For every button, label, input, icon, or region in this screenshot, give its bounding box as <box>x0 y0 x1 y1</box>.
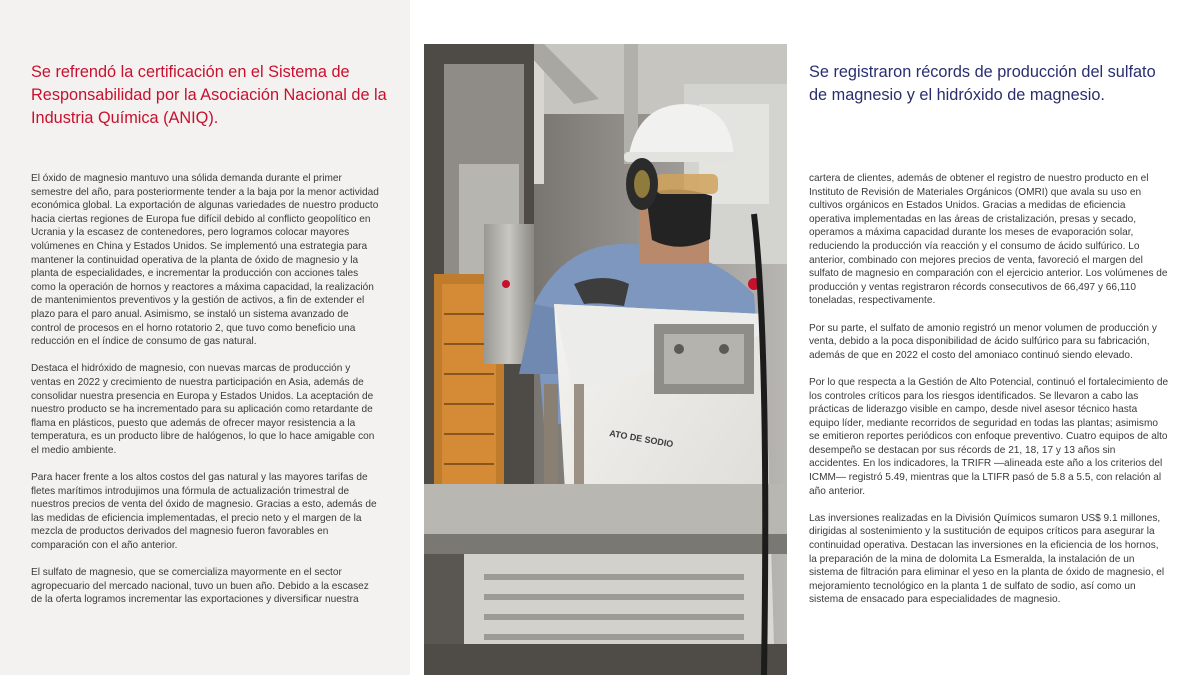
left-paragraph-3: Para hacer frente a los altos costos del gas natural y las mayores tarifas de fletes marítimos introdujimos una fórmula de actualización trimestral de nuestros precios de venta del óxido de magnesio. Gracias a esto, además de las medidas de eficiencia implementadas, el precio neto y el margen de la mezcla de productos derivados del magnesio fueron favorables en comparación con el año anterior. <box>31 472 377 552</box>
left-text-column <box>31 172 381 621</box>
right-text-column <box>809 172 1169 621</box>
worker-photo <box>424 44 787 675</box>
left-section-heading: Se refrendó la certificación en el Sistema de Responsabilidad por la Asociación Nacional de la Industria Química (ANIQ). <box>31 63 387 127</box>
right-paragraph-3: Por lo que respecta a la Gestión de Alto Potencial, continuó el fortalecimiento de los controles críticos para los riesgos identificados. Se llevaron a cabo las prácticas de liderazgo visible en campo, desde nivel asesor técnico hasta equipo líder, mediante recorridos de seguridad en todas las plantas; asimismo se emitieron reportes periódicos con enfoque preventivo. Cuatro equipos de alto desempeño se destacan por sus récords de 21, 18, 17 y 13 años sin accidentes. En los indicadores, la TRIFR —alineada este año a los criterios del ICMM— registró 5.49, mientras que la LTIFR pasó de 5.8 a 5.5, con relación al año anterior. <box>809 376 1169 497</box>
right-paragraph-1: cartera de clientes, además de obtener el registro de nuestro producto en el Instituto de Revisión de Materiales Orgánicos (OMRI) que avala su uso en cultivos orgánicos en Estados Unidos. Gracias a medidas de eficiencia operativa implementadas en las áreas de cristalización, presas y secado, operamos a máxima capacidad durante los meses de evaporación solar, reduciendo la producción vía reacción y el consumo de ácido sulfúrico. Lo anterior, combinado con mejores precios de venta, favoreció el margen del sulfato de magnesio en comparación con el ejercicio anterior. Los volúmenes de producción y ventas registraron récords consecutivos de 66,497 y 66,110 toneladas, respectivamente. <box>809 173 1168 307</box>
right-section-heading: Se registraron récords de producción del sulfato de magnesio y el hidróxido de magnesio. <box>809 63 1156 104</box>
left-paragraph-1: El óxido de magnesio mantuvo una sólida demanda durante el primer semestre del año, para posteriormente tender a la baja por la menor actividad económica global. La exportación de algunas variedades de nuestro producto hacia ciertas regiones de Europa fue difícil debido al conflicto geopolítico en Ucrania y la escasez de contenedores, pero logramos colocar mayores volúmenes en China y Estados Unidos. Se implementó una estrategia para mantener la continuidad operativa de la planta de óxido de magnesio y la planta de especialidades, e incrementar la producción con acciones tales como la operación de hornos y reactores a máxima capacidad, la realización de mantenimientos preventivos y la gestión de activos, a fin de extender el plazo para el paro anual. Asimismo, se instaló un sistema avanzado de control de procesos en el horno rotatorio 2, que tuvo como beneficio una reducción en el índice de consumo de gas natural. <box>31 173 379 348</box>
left-paragraph-4: El sulfato de magnesio, que se comercializa mayormente en el sector agropecuario del mercado nacional, tuvo un buen año. Debido a la escasez de la oferta logramos incrementar las exportaciones y diversificar nuestra <box>31 567 369 606</box>
right-paragraph-2: Por su parte, el sulfato de amonio registró un menor volumen de producción y venta, debido a la poca disponibilidad de ácido sulfúrico para su fabricación, además de que en 2022 el costo del amoniaco continuó siendo elevado. <box>809 322 1157 361</box>
bag-label-text: ATO DE SODIO <box>608 428 675 450</box>
right-paragraph-4: Las inversiones realizadas en la División Químicos sumaron US$ 9.1 millones, dirigidas al sostenimiento y la sustitución de equipos críticos para asegurar la continuidad operativa. Destacan las inversiones en la eficiencia de los hornos, la preparación de la mina de dolomita La Esmeralda, la instalación de un sistema de filtración para eliminar el yeso en la planta de óxido de magnesio, el mejoramiento tecnológico en la planta 1 de sulfato de sodio, así como un sistema de ensacado para especialidades de magnesio. <box>809 512 1165 606</box>
left-paragraph-2: Destaca el hidróxido de magnesio, con nuevas marcas de producción y ventas en 2022 y crecimiento de nuestra participación en Asia, además de consolidar nuestra presencia en Europa y Estados Unidos. La aceptación de nuestro producto se ha incrementado para su aplicación como retardante de flama en plásticos, puesto que además de ofrecer mayor resistencia a la temperatura, es un producto libre de halógenos, lo que lo hace amigable con el medio ambiente. <box>31 363 375 456</box>
